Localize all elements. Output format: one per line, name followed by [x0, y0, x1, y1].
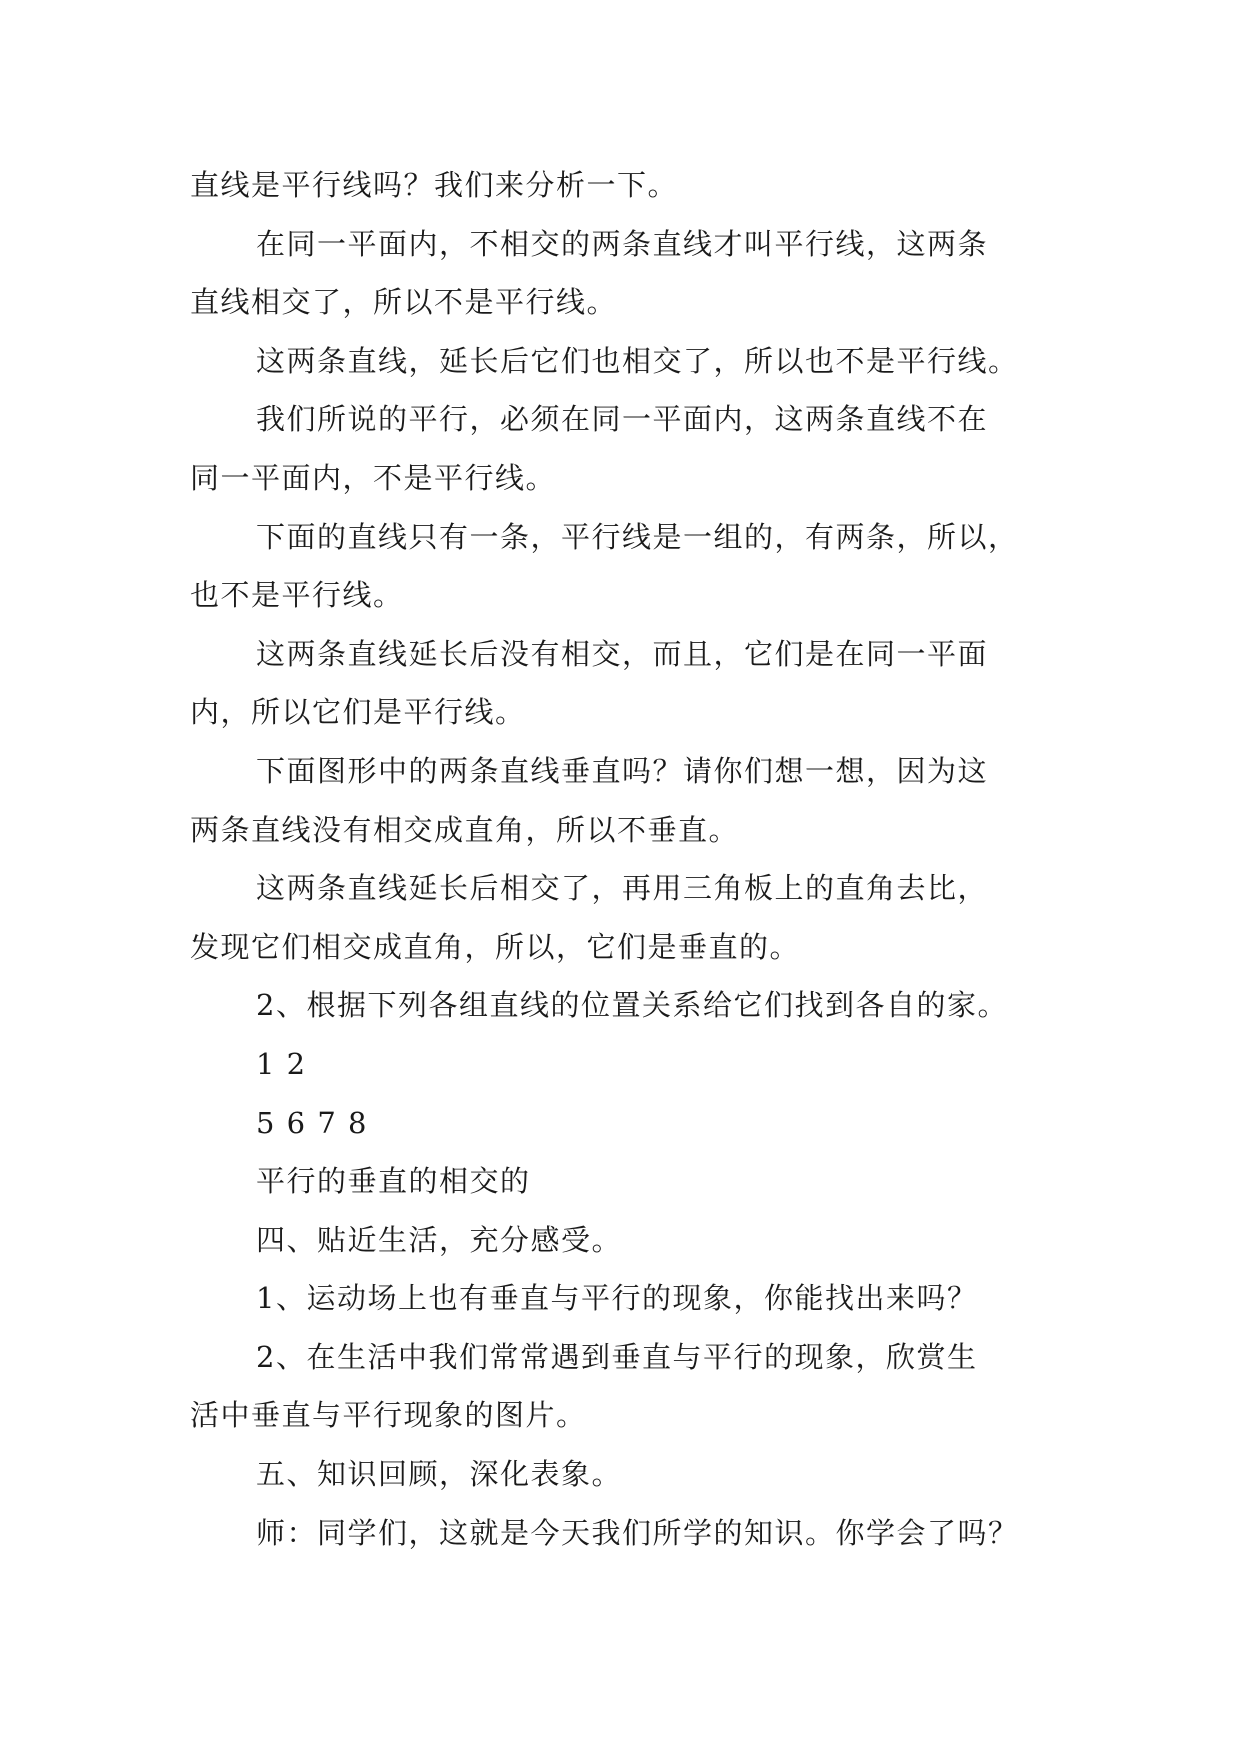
text-line: 直线是平行线吗？我们来分析一下。 — [190, 168, 679, 202]
text-line: 这两条直线延长后相交了，再用三角板上的直角去比， — [256, 871, 989, 906]
text-line: 在同一平面内，不相交的两条直线才叫平行线，这两条 — [256, 226, 989, 261]
text-line: 2、在生活中我们常常遇到垂直与平行的现象，欣赏生 — [256, 1339, 978, 1374]
text-line: 也不是平行线。 — [190, 578, 404, 613]
section-heading: 四、贴近生活，充分感受。 — [256, 1222, 623, 1257]
text-line: 内，所以它们是平行线。 — [190, 695, 526, 730]
text-line: 活中垂直与平行现象的图片。 — [190, 1398, 587, 1433]
text-line: 两条直线没有相交成直角，所以不垂直。 — [190, 812, 740, 847]
section-heading: 五、知识回顾，深化表象。 — [256, 1457, 623, 1492]
text-line: 发现它们相交成直角，所以，它们是垂直的。 — [190, 929, 801, 964]
text-line: 1 2 — [256, 1046, 307, 1081]
text-line: 同一平面内，不是平行线。 — [190, 460, 557, 495]
document-body — [190, 156, 1060, 1562]
text-line: 这两条直线延长后没有相交，而且，它们是在同一平面 — [256, 636, 989, 671]
text-line: 下面图形中的两条直线垂直吗？请你们想一想，因为这 — [256, 753, 989, 788]
text-line: 2、根据下列各组直线的位置关系给它们找到各自的家。 — [256, 988, 1008, 1023]
text-line: 师：同学们，这就是今天我们所学的知识。你学会了吗？ — [256, 1515, 1019, 1550]
text-line: 平行的垂直的相交的 — [256, 1164, 531, 1199]
text-line: 我们所说的平行，必须在同一平面内，这两条直线不在 — [256, 402, 989, 437]
text-line: 这两条直线，延长后它们也相交了，所以也不是平行线。 — [256, 343, 1019, 378]
text-line: 直线相交了，所以不是平行线。 — [190, 285, 618, 320]
text-line: 5 6 7 8 — [256, 1105, 368, 1140]
text-line: 1、运动场上也有垂直与平行的现象，你能找出来吗？ — [256, 1281, 978, 1316]
text-line: 下面的直线只有一条，平行线是一组的，有两条，所以， — [256, 519, 1019, 554]
